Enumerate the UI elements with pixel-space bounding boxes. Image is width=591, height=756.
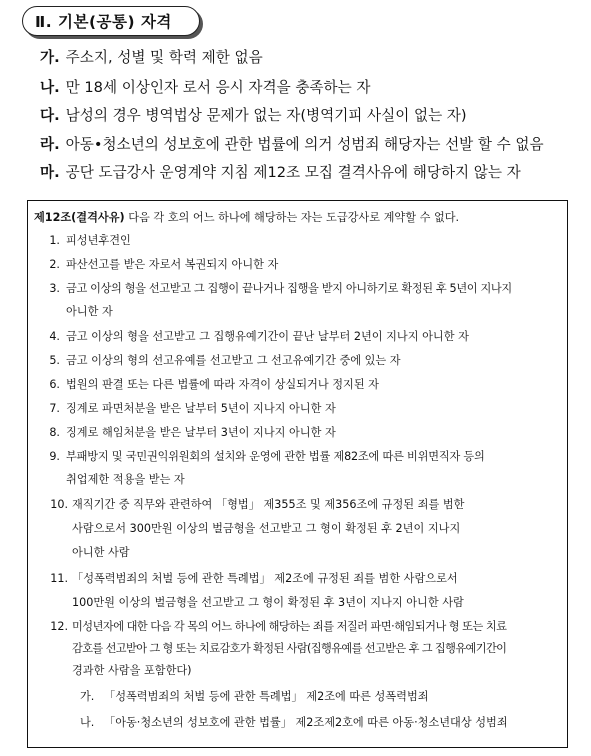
requirement-item — [40, 104, 467, 125]
article-item-text: 미성년자에 대한 다음 각 목의 어느 하나에 해당하는 죄를 저질러 파면·해임되거나 형 또는 치료 — [72, 620, 507, 633]
article-item-text: 금고 이상의 형의 선고유예를 선고받고 그 선고유예기간 중에 있는 자 — [66, 354, 401, 367]
article-item-text: 징계로 해임처분을 받은 날부터 3년이 지나지 아니한 자 — [66, 426, 336, 439]
article-subitem-number: 가. — [80, 690, 95, 703]
article-item-text: 취업제한 적용을 받는 자 — [66, 473, 185, 486]
article-item-text: 피성년후견인 — [66, 234, 131, 247]
article-intro: 다음 각 호의 어느 하나에 해당하는 자는 도급강사로 계약할 수 없다. — [128, 211, 460, 224]
article-item-text: 파산선고를 받은 자로서 복권되지 아니한 자 — [66, 258, 279, 271]
article-item-number: 8. — [49, 426, 60, 439]
article-item-text: 법원의 판결 또는 다른 법률에 따라 자격이 상실되거나 정지된 자 — [66, 378, 379, 391]
article-title: 제12조(결격사유) — [34, 211, 125, 224]
requirement-text: 아동•청소년의 성보호에 관한 법률에 의거 성범죄 해당자는 선발 할 수 없음 — [65, 136, 544, 153]
requirement-label: 다. — [40, 107, 60, 124]
article-item-text: 재직기간 중 직무와 관련하여 「형법」 제355조 및 제356조에 규정된 죄를 범한 — [72, 498, 465, 511]
article-item-text: 사람으로서 300만원 이상의 벌금형을 선고받고 그 형이 확정된 후 2년이 지나지 — [72, 522, 461, 535]
section-header — [22, 6, 200, 36]
requirement-item — [40, 161, 521, 182]
article-item-number: 5. — [49, 354, 60, 367]
article-item-text: 아니한 사람 — [72, 546, 130, 559]
article-item-number: 9. — [49, 450, 60, 463]
requirement-label: 가. — [40, 49, 60, 66]
article-item-number: 10. — [50, 498, 68, 511]
requirement-label: 라. — [40, 136, 60, 153]
article-item-text: 100만원 이상의 벌금형을 선고받고 그 형이 확정된 후 3년이 지나지 아니한 사람 — [72, 596, 464, 609]
article-item-number: 12. — [50, 620, 68, 633]
requirement-text: 남성의 경우 병역법상 문제가 없는 자(병역기피 사실이 없는 자) — [65, 107, 467, 124]
article-item-text: 아니한 자 — [66, 305, 113, 318]
article-subitem-text: 「성폭력범죄의 처벌 등에 관한 특례법」 제2조에 따른 성폭력범죄 — [104, 690, 429, 703]
article-item-text: 금고 이상의 형을 선고받고 그 집행유예기간이 끝난 날부터 2년이 지나지 아니한 자 — [66, 330, 469, 343]
article-item-text: 경과한 사람을 포함한다) — [72, 664, 192, 677]
article-item-number: 7. — [49, 402, 60, 415]
article-subitem-text: 「아동·청소년의 성보호에 관한 법률」 제2조제2호에 따른 아동·청소년대상 성범죄 — [104, 716, 508, 729]
article-item-text: 징계로 파면처분을 받은 날부터 5년이 지나지 아니한 자 — [66, 402, 336, 415]
article-item-number: 1. — [49, 234, 60, 247]
requirement-item — [40, 46, 263, 67]
requirement-item — [40, 133, 544, 154]
article-item-number: 4. — [49, 330, 60, 343]
requirement-item — [40, 76, 370, 97]
article-item-number: 6. — [49, 378, 60, 391]
article-item-number: 3. — [49, 282, 60, 295]
article-item-text: 금고 이상의 형을 선고받고 그 집행이 끝나거나 집행을 받지 아니하기로 확정된 후 5년이 지나지 — [66, 282, 512, 295]
requirement-text: 공단 도급강사 운영계약 지침 제12조 모집 결격사유에 해당하지 않는 자 — [65, 164, 521, 181]
article-item-number: 11. — [50, 572, 68, 585]
article-item-text: 감호를 선고받아 그 형 또는 치료감호가 확정된 사람(집행유예를 선고받은 후 그 집행유예기간이 — [72, 642, 507, 655]
requirement-text: 주소지, 성별 및 학력 제한 없음 — [65, 49, 263, 66]
article-heading — [34, 209, 459, 225]
section-title: Ⅱ. 기본(공통) 자격 — [35, 13, 172, 31]
article-item-text: 「성폭력범죄의 처벌 등에 관한 특례법」 제2조에 규정된 죄를 범한 사람으로서 — [72, 572, 458, 585]
article-item-text: 부패방지 및 국민권익위원회의 설치와 운영에 관한 법률 제82조에 따른 비위면직자 등의 — [66, 450, 485, 463]
requirement-label: 나. — [40, 79, 60, 96]
requirement-text: 만 18세 이상인자 로서 응시 자격을 충족하는 자 — [65, 79, 371, 96]
article-item-number: 2. — [49, 258, 60, 271]
article-subitem-number: 나. — [80, 716, 95, 729]
requirement-label: 마. — [40, 164, 60, 181]
